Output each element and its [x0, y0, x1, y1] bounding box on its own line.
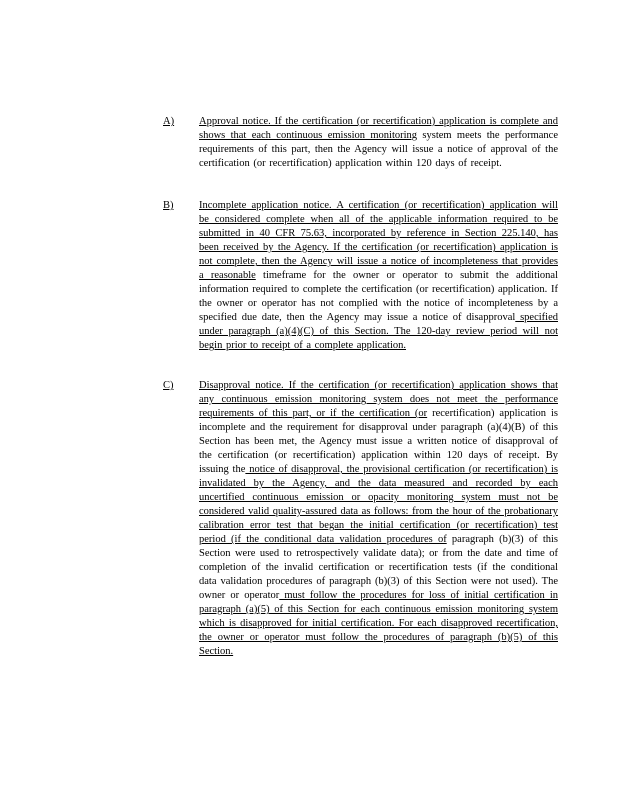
text-segment: notice of disapproval, the provisional certification (or recertification) is invalidated by the Agency, and the data measured and recorded by each uncertified continuous emission or opacity monitoring system must not be considered valid quality-assured data as follows: from the hour of the probationary calibration error test that began the initial certification (or recertification) test period (if the conditional data validation procedures of: [199, 464, 558, 545]
text-segment: Incomplete application notice. A certification (or recertification) application will be considered complete when all of the applicable information required to be submitted in 40 CFR 75.63, incorporated by reference in Section 225.140, has been received by the Agency. If the certification (or recertification) application is not complete, then the Agency will issue a notice of incompleteness that provides a reasonable: [199, 200, 558, 281]
text-segment: system meets the performance requirements of this part, then the Agency will issue a notice of approval of the certification (or recertification) application within 120 days of receipt.: [199, 130, 558, 169]
text-segment: must follow the procedures for loss of initial certification in paragraph (a)(5) of this Section for each continuous emission monitoring system which is disapproved for initial certification. For each disapproved recertification, the owner or operator must follow the procedures of paragraph (b)(5) of this Section.: [199, 590, 558, 657]
paragraph-marker: C): [163, 380, 174, 391]
paragraph-marker: B): [163, 200, 174, 211]
paragraph-marker: A): [163, 116, 175, 127]
text-segment: paragraph (b)(3) of this Section were used to retrospectively validate data); or from the date and time of completion of the invalid certification or recertification tests (if the conditional data validation procedures of paragraph (b)(3) of this Section were not used). The owner or operator: [199, 534, 558, 601]
text-segment: specified under paragraph (a)(4)(C) of this Section. The 120-day review period will not begin prior to receipt of a complete application.: [199, 312, 558, 351]
paragraph-body: [199, 199, 558, 353]
paragraph-body: [199, 379, 558, 659]
text-segment: Disapproval notice. If the certification (or recertification) application shows that any continuous emission monitoring system does not meet the performance requirements of this part, or if the certification (or: [199, 380, 558, 419]
text-segment: recertification) application is incomplete and the requirement for disapproval under paragraph (a)(4)(B) of this Section has been met, the Agency must issue a written notice of disapproval of the certification (or recertification) application within 120 days of receipt. By issuing the: [199, 408, 559, 475]
text-segment: Approval notice. If the certification (or recertification) application is complete and shows that each continuous emission monitoring: [199, 116, 558, 141]
text-segment: timeframe for the owner or operator to submit the additional information required to complete the certification (or recertification) application. If the owner or operator has not complied with the notice of incompleteness by a specified due date, then the Agency may issue a notice of disapproval: [199, 270, 558, 323]
paragraph-body: [199, 115, 558, 171]
